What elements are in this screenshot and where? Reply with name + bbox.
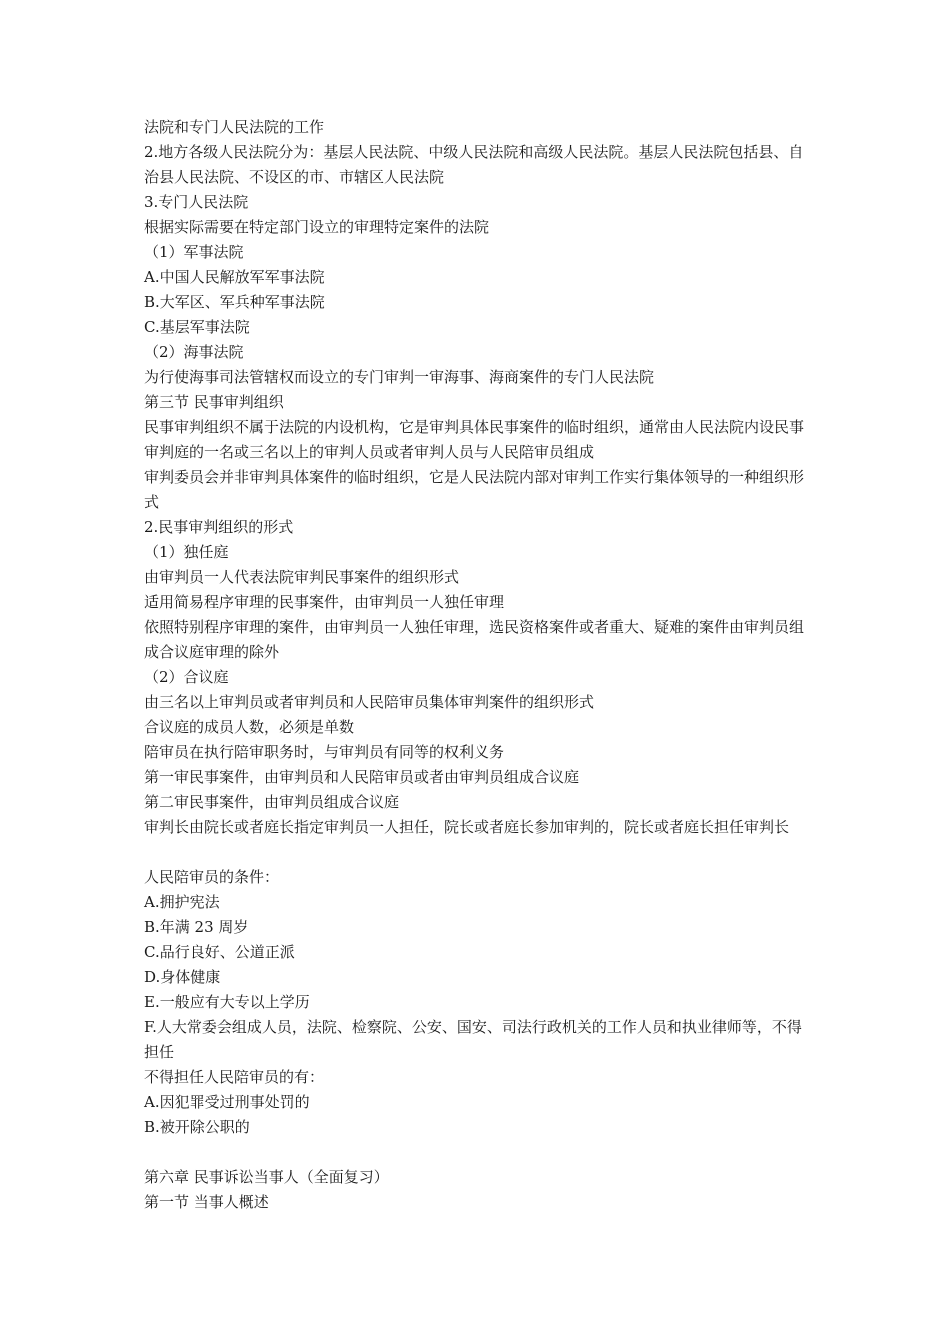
text-paragraph: 审判长由院长或者庭长指定审判员一人担任，院长或者庭长参加审判的，院长或者庭长担任审判长 bbox=[144, 818, 790, 836]
list-item: D.身体健康 bbox=[144, 968, 221, 986]
list-item: E.一般应有大专以上学历 bbox=[144, 993, 310, 1011]
subheading: （1）独任庭 bbox=[144, 543, 229, 561]
text-line: 适用简易程序审理的民事案件，由审判员一人独任审理 bbox=[144, 593, 505, 611]
subheading: （1）军事法院 bbox=[144, 243, 244, 261]
text-line: 人民陪审员的条件： bbox=[144, 868, 280, 886]
section-heading: 3.专门人民法院 bbox=[144, 193, 249, 211]
text-line: 由审判员一人代表法院审判民事案件的组织形式 bbox=[144, 568, 460, 586]
text-line: 法院和专门人民法院的工作 bbox=[144, 118, 325, 136]
blank-line bbox=[144, 1140, 814, 1165]
subheading: （2）海事法院 bbox=[144, 343, 244, 361]
document-body bbox=[144, 115, 814, 1215]
text-line: 陪审员在执行陪审职务时，与审判员有同等的权利义务 bbox=[144, 743, 505, 761]
subheading: （2）合议庭 bbox=[144, 668, 229, 686]
chapter-heading: 第六章 民事诉讼当事人（全面复习） bbox=[144, 1168, 389, 1186]
text-line: 第一审民事案件，由审判员和人民陪审员或者由审判员组成合议庭 bbox=[144, 768, 580, 786]
list-item: C.品行良好、公道正派 bbox=[144, 943, 295, 961]
text-line: 不得担任人民陪审员的有： bbox=[144, 1068, 325, 1086]
text-line: 为行使海事司法管辖权而设立的专门审判一审海事、海商案件的专门人民法院 bbox=[144, 368, 655, 386]
list-item: C.基层军事法院 bbox=[144, 318, 250, 336]
list-item: B.大军区、军兵种军事法院 bbox=[144, 293, 325, 311]
section-heading: 第一节 当事人概述 bbox=[144, 1193, 269, 1211]
list-item: A.因犯罪受过刑事处罚的 bbox=[144, 1093, 310, 1111]
text-paragraph: 审判委员会并非审判具体案件的临时组织，它是人民法院内部对审判工作实行集体领导的一种组织形式 bbox=[144, 468, 805, 511]
text-paragraph: 依照特别程序审理的案件，由审判员一人独任审理，选民资格案件或者重大、疑难的案件由审判员组成合议庭审理的除外 bbox=[144, 618, 805, 661]
list-item: A.中国人民解放军军事法院 bbox=[144, 268, 325, 286]
text-line: 根据实际需要在特定部门设立的审理特定案件的法院 bbox=[144, 218, 490, 236]
list-item: A.拥护宪法 bbox=[144, 893, 220, 911]
text-line: 由三名以上审判员或者审判员和人民陪审员集体审判案件的组织形式 bbox=[144, 693, 595, 711]
section-heading: 2.民事审判组织的形式 bbox=[144, 518, 294, 536]
text-line: 第二审民事案件，由审判员组成合议庭 bbox=[144, 793, 400, 811]
text-paragraph: 民事审判组织不属于法院的内设机构，它是审判具体民事案件的临时组织，通常由人民法院内设民事审判庭的一名或三名以上的审判人员或者审判人员与人民陪审员组成 bbox=[144, 418, 805, 461]
text-paragraph: 2.地方各级人民法院分为：基层人民法院、中级人民法院和高级人民法院。基层人民法院包括县、自治县人民法院、不设区的市、市辖区人民法院 bbox=[144, 143, 804, 186]
list-item: F.人大常委会组成人员，法院、检察院、公安、国安、司法行政机关的工作人员和执业律师等，不得担任 bbox=[144, 1018, 802, 1061]
list-item: B.被开除公职的 bbox=[144, 1118, 250, 1136]
section-heading: 第三节 民事审判组织 bbox=[144, 393, 284, 411]
list-item: B.年满 23 周岁 bbox=[144, 918, 249, 936]
text-line: 合议庭的成员人数，必须是单数 bbox=[144, 718, 355, 736]
